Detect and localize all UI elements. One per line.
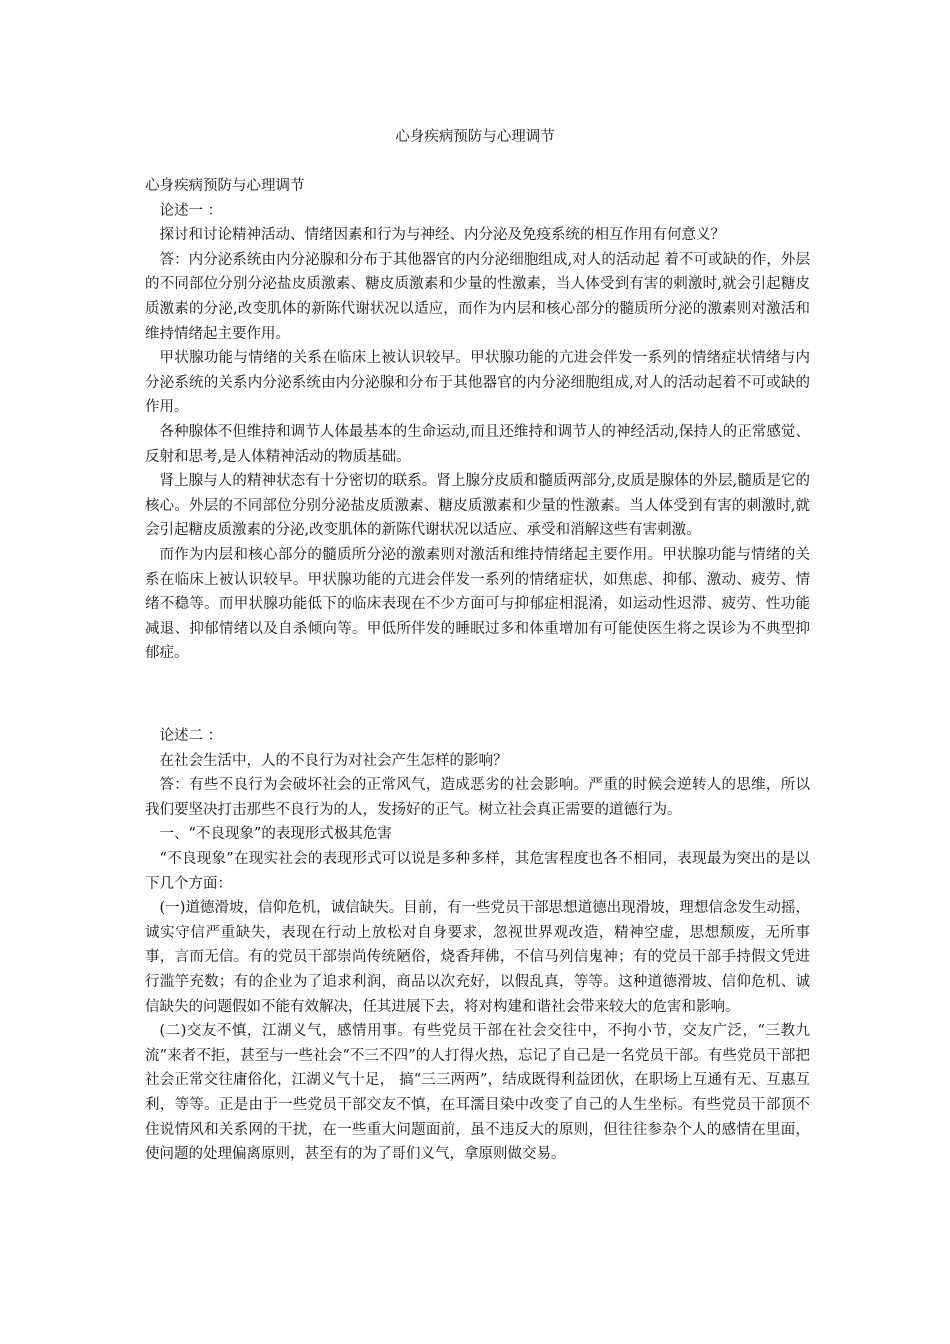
section-two-subheading: 一、“不良现象”的表现形式极其危害 xyxy=(159,826,392,843)
section-two-answer: 答：有些不良行为会破坏社会的正常风气，造成恶劣的社会影响。严重的时候会逆转人的思维，所以我们要坚决打击那些不良行为的人，发扬好的正气。树立社会真正需要的道德行为。 xyxy=(145,777,810,818)
section-two-point: (二)交友不慎，江湖义气，感情用事。有些党员干部在社会交往中，不拘小节，交友广泛，“三教九流”来者不拒，甚至与一些社会“不三不四”的人打得火热，忘记了自己是一名党员干部。有些党员干部把社会正常交往庸俗化，江湖义气十足， 搞“三三两两”，结成既得利益团伙，在职场上互通有无、互惠互利，等等。正是由于一些党员干部交友不慎，在耳濡目染中改变了自己的人生坐标。有些党员干部顶不住说情风和关系网的干扰，在一些重大问题面前，虽不违反大的原则，但往往参杂个人的感情在里面，使问题的处理偏离原则，甚至有的为了哥们义气，拿原则做交易。 xyxy=(145,1023,810,1163)
section-two-heading: 论述二 ： xyxy=(159,728,223,744)
section-two-question: 在社会生活中，人的不良行为对社会产生怎样的影响？ xyxy=(159,752,508,769)
section-one xyxy=(145,174,810,666)
section-one-heading: 论述一 ： xyxy=(159,202,223,219)
section-one-paragraph: 而作为内层和核心部分的髓质所分泌的激素则对激活和维持情绪起主要作用。甲状腺功能与情绪的关系在临床上被认识较早。甲状腺功能的亢进会伴发一系列的情绪症状，如焦虑、抑郁、激动、疲劳、情绪不稳等。而甲状腺功能低下的临床表现在不少方面可与抑郁症相混淆，如运动性迟滞、疲劳、性功能减退、抑郁情绪以及自杀倾向等。甲低所伴发的睡眠过多和体重增加有可能使医生将之误诊为不典型抑郁症。 xyxy=(145,546,810,662)
document-title: 心身疾病预防与心理调节 xyxy=(395,129,555,145)
section-two xyxy=(145,724,810,1167)
section-one-paragraph: 肾上腺与人的精神状态有十分密切的联系。肾上腺分皮质和髓质两部分,皮质是腺体的外层,髓质是它的核心。外层的不同部位分别分泌盐皮质激素、糖皮质激素和少量的性激素。当人体受到有害的刺激时,就会引起糖皮质激素的分泌,改变肌体的新陈代谢状况以适应、承受和消解这些有害刺激。 xyxy=(145,473,810,539)
section-one-question: 探讨和讨论精神活动、情绪因素和行为与神经、内分泌及免疫系统的相互作用有何意义？ xyxy=(159,227,725,244)
section-one-paragraph: 甲状腺功能与情绪的关系在临床上被认识较早。甲状腺功能的亢进会伴发一系列的情绪症状情绪与内分泌系统的关系内分泌系统由内分泌腺和分布于其他器官的内分泌细胞组成,对人的活动起着不可或缺的作用。 xyxy=(145,350,810,416)
section-two-intro: “不良现象”在现实社会的表现形式可以说是多种多样，其危害程度也各不相同，表现最为突出的是以下几个方面： xyxy=(145,850,810,892)
section-one-paragraph: 答：内分泌系统由内分泌腺和分布于其他器官的内分泌细胞组成,对人的活动起 着不可或缺的作，外层的不同部位分别分泌盐皮质激素、糖皮质激素和少量的性激素，当人体受到有害的刺激时,就会引起糖皮质激素的分泌,改变肌体的新陈代谢状况以适应，而作为内层和核心部分的髓质所分泌的激素则对激活和维持情绪起主要作用。 xyxy=(145,251,810,342)
section-two-point: (一)道德滑坡，信仰危机，诚信缺失。目前，有一些党员干部思想道德出现滑坡，理想信念发生动摇，诚实守信严重缺失，表现在行动上放松对自身要求，忽视世界观改造，精神空虚，思想颓废，无所事事，言而无信。有的党员干部崇尚传统陋俗，烧香拜佛，不信马列信鬼神；有的党员干部手持假文凭进行滥竽充数；有的企业为了追求利润，商品以次充好，以假乱真，等等。这种道德滑坡、信仰危机、诚信缺失的问题假如不能有效解决，任其进展下去，将对构建和谐社会带来较大的危害和影响。 xyxy=(145,900,810,1015)
section-one-paragraph: 各种腺体不但维持和调节人体最基本的生命运动,而且还维持和调节人的神经活动,保持人的正常感觉、反射和思考,是人体精神活动的物质基础。 xyxy=(145,423,810,465)
document-subtitle: 心身疾病预防与心理调节 xyxy=(145,178,305,194)
